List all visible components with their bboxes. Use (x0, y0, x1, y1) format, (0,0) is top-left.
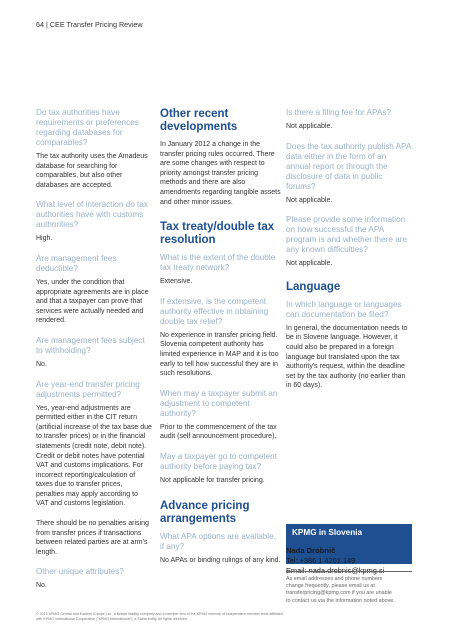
answer-documentation-language: In general, the documentation needs to be in Slovene language. However, it could also be prepared in a foreign language but translated upon the tax authority's request, within the deadline set by the tax authority (no earlier than in 60 days). (286, 324, 408, 390)
question-management-fees-withholding: Are management fees subject to withholding? (36, 335, 145, 355)
heading-apa: Advance pricing arrangements (160, 499, 250, 525)
answer-management-fees-withholding: No. (36, 360, 47, 368)
answer-penalties: There should be no penalties arising from transfer prices if transactions between related parties are at arm's length. (36, 520, 149, 556)
heading-recent-developments: Other recent developments (160, 108, 238, 133)
question-customs-interaction: What level of interaction do tax authorities have with customs authorities? (36, 200, 148, 230)
question-apa-success: Please provide some information on how successful the APA program is and whether there are any known difficulties? (286, 215, 408, 255)
answer-apa-data-published: Not applicable. (286, 196, 333, 204)
question-before-paying-tax: May a taxpayer go to competent authority before paying tax? (160, 451, 277, 471)
answer-apa-success: Not applicable. (286, 260, 333, 268)
question-documentation-language: In which language or languages can documentation be filed? (286, 299, 402, 319)
answer-customs-interaction: High. (36, 235, 53, 243)
question-year-end-adjustments: Are year-end transfer pricing adjustments permitted? (36, 379, 140, 399)
column-left (36, 108, 152, 601)
heading-tax-treaty: Tax treaty/double tax resolution (160, 221, 275, 247)
answer-management-fees-deductible: Yes, under the condition that appropriate agreements are in place and that a taxpayer can prove that services were actually needed and rendered. (36, 278, 149, 325)
answer-treaty-network: Extensive. (160, 278, 193, 286)
answer-year-end-adjustments: Yes, year-end adjustments are permitted either in the CIT return (artificial increase of the tax base due to transfer prices) or in the financial statements (credit note, debit note). Credit or debit notes have potential VAT and customs implications. For incorrect reporting/calculation of taxes due to transfer prices, penalties may apply according to VAT and customs legislation. (36, 404, 152, 508)
question-management-fees-deductible: Are management fees deductible? (36, 253, 117, 273)
page-header: 64 | CEE Transfer Pricing Review (36, 20, 143, 29)
question-treaty-network: What is the extent of the double tax treaty network? (160, 253, 276, 273)
contact-name: Nada Drobnič (286, 546, 336, 555)
question-apa-data-published: Does the tax authority publish APA data either in the form of an annual report or through the disclosure of data in public forums? (286, 141, 412, 191)
contact-title: KPMG in Slovenia (292, 528, 363, 537)
contact-note: As email addresses and phone numbers change frequently, please email us at transferpricing@kpmg.com if you are unable to contact us via the information noted above. (286, 576, 395, 604)
question-unique-attributes: Other unique attributes? (36, 567, 124, 577)
answer-before-paying-tax: Not applicable for transfer pricing. (160, 476, 265, 484)
contact-phone: Tel: +386 1 4201 149 (286, 556, 356, 565)
question-databases: Do tax authorities have requirements or preferences regarding databases for comparables? (36, 108, 139, 147)
divider (286, 571, 412, 572)
question-competent-authority-effective: If extensive, is the competent authority effective in obtaining double tax relief? (160, 296, 269, 326)
column-right (286, 108, 412, 401)
answer-filing-fee: Not applicable. (286, 123, 333, 130)
answer-unique-attributes: No. (36, 582, 47, 590)
heading-language: Language (286, 280, 341, 293)
answer-competent-authority-effective: No experience in transfer pricing field. Slovenia competent authority has limited experience in MAP and it is too early to tell how successful they are in such resolutions. (160, 331, 279, 378)
question-apa-options: What APA options are available, if any? (160, 531, 276, 551)
copyright-footer: © 2013 KPMG Central and Eastern Europe Ltd., a limited liability company and a member firm of the KPMG network of independent member firms affiliated with KPMG International Cooperative ("KPMG International"), a Swiss entity. All rights reserved. (36, 612, 283, 621)
column-middle (160, 108, 282, 575)
text-recent-developments: In January 2012 a change in the transfer pricing rules occurred. There are some changes with respect to priority amongst transfer pricing methods and there are also amendments regarding tangible assets and other minor issues. (160, 141, 281, 206)
question-submit-adjustment: When may a taxpayer submit an adjustment to competent authority? (160, 388, 278, 418)
question-filing-fee: Is there a filing fee for APAs? (286, 108, 391, 117)
answer-submit-adjustment: Prior to the commencement of the tax audit (self announcement procedure). (160, 423, 277, 441)
answer-databases: The tax authority uses the Amadeus database for searching for comparables, but also other databases are accepted. (36, 153, 148, 189)
answer-apa-options: No APAs or binding rulings of any kind. (160, 556, 281, 564)
